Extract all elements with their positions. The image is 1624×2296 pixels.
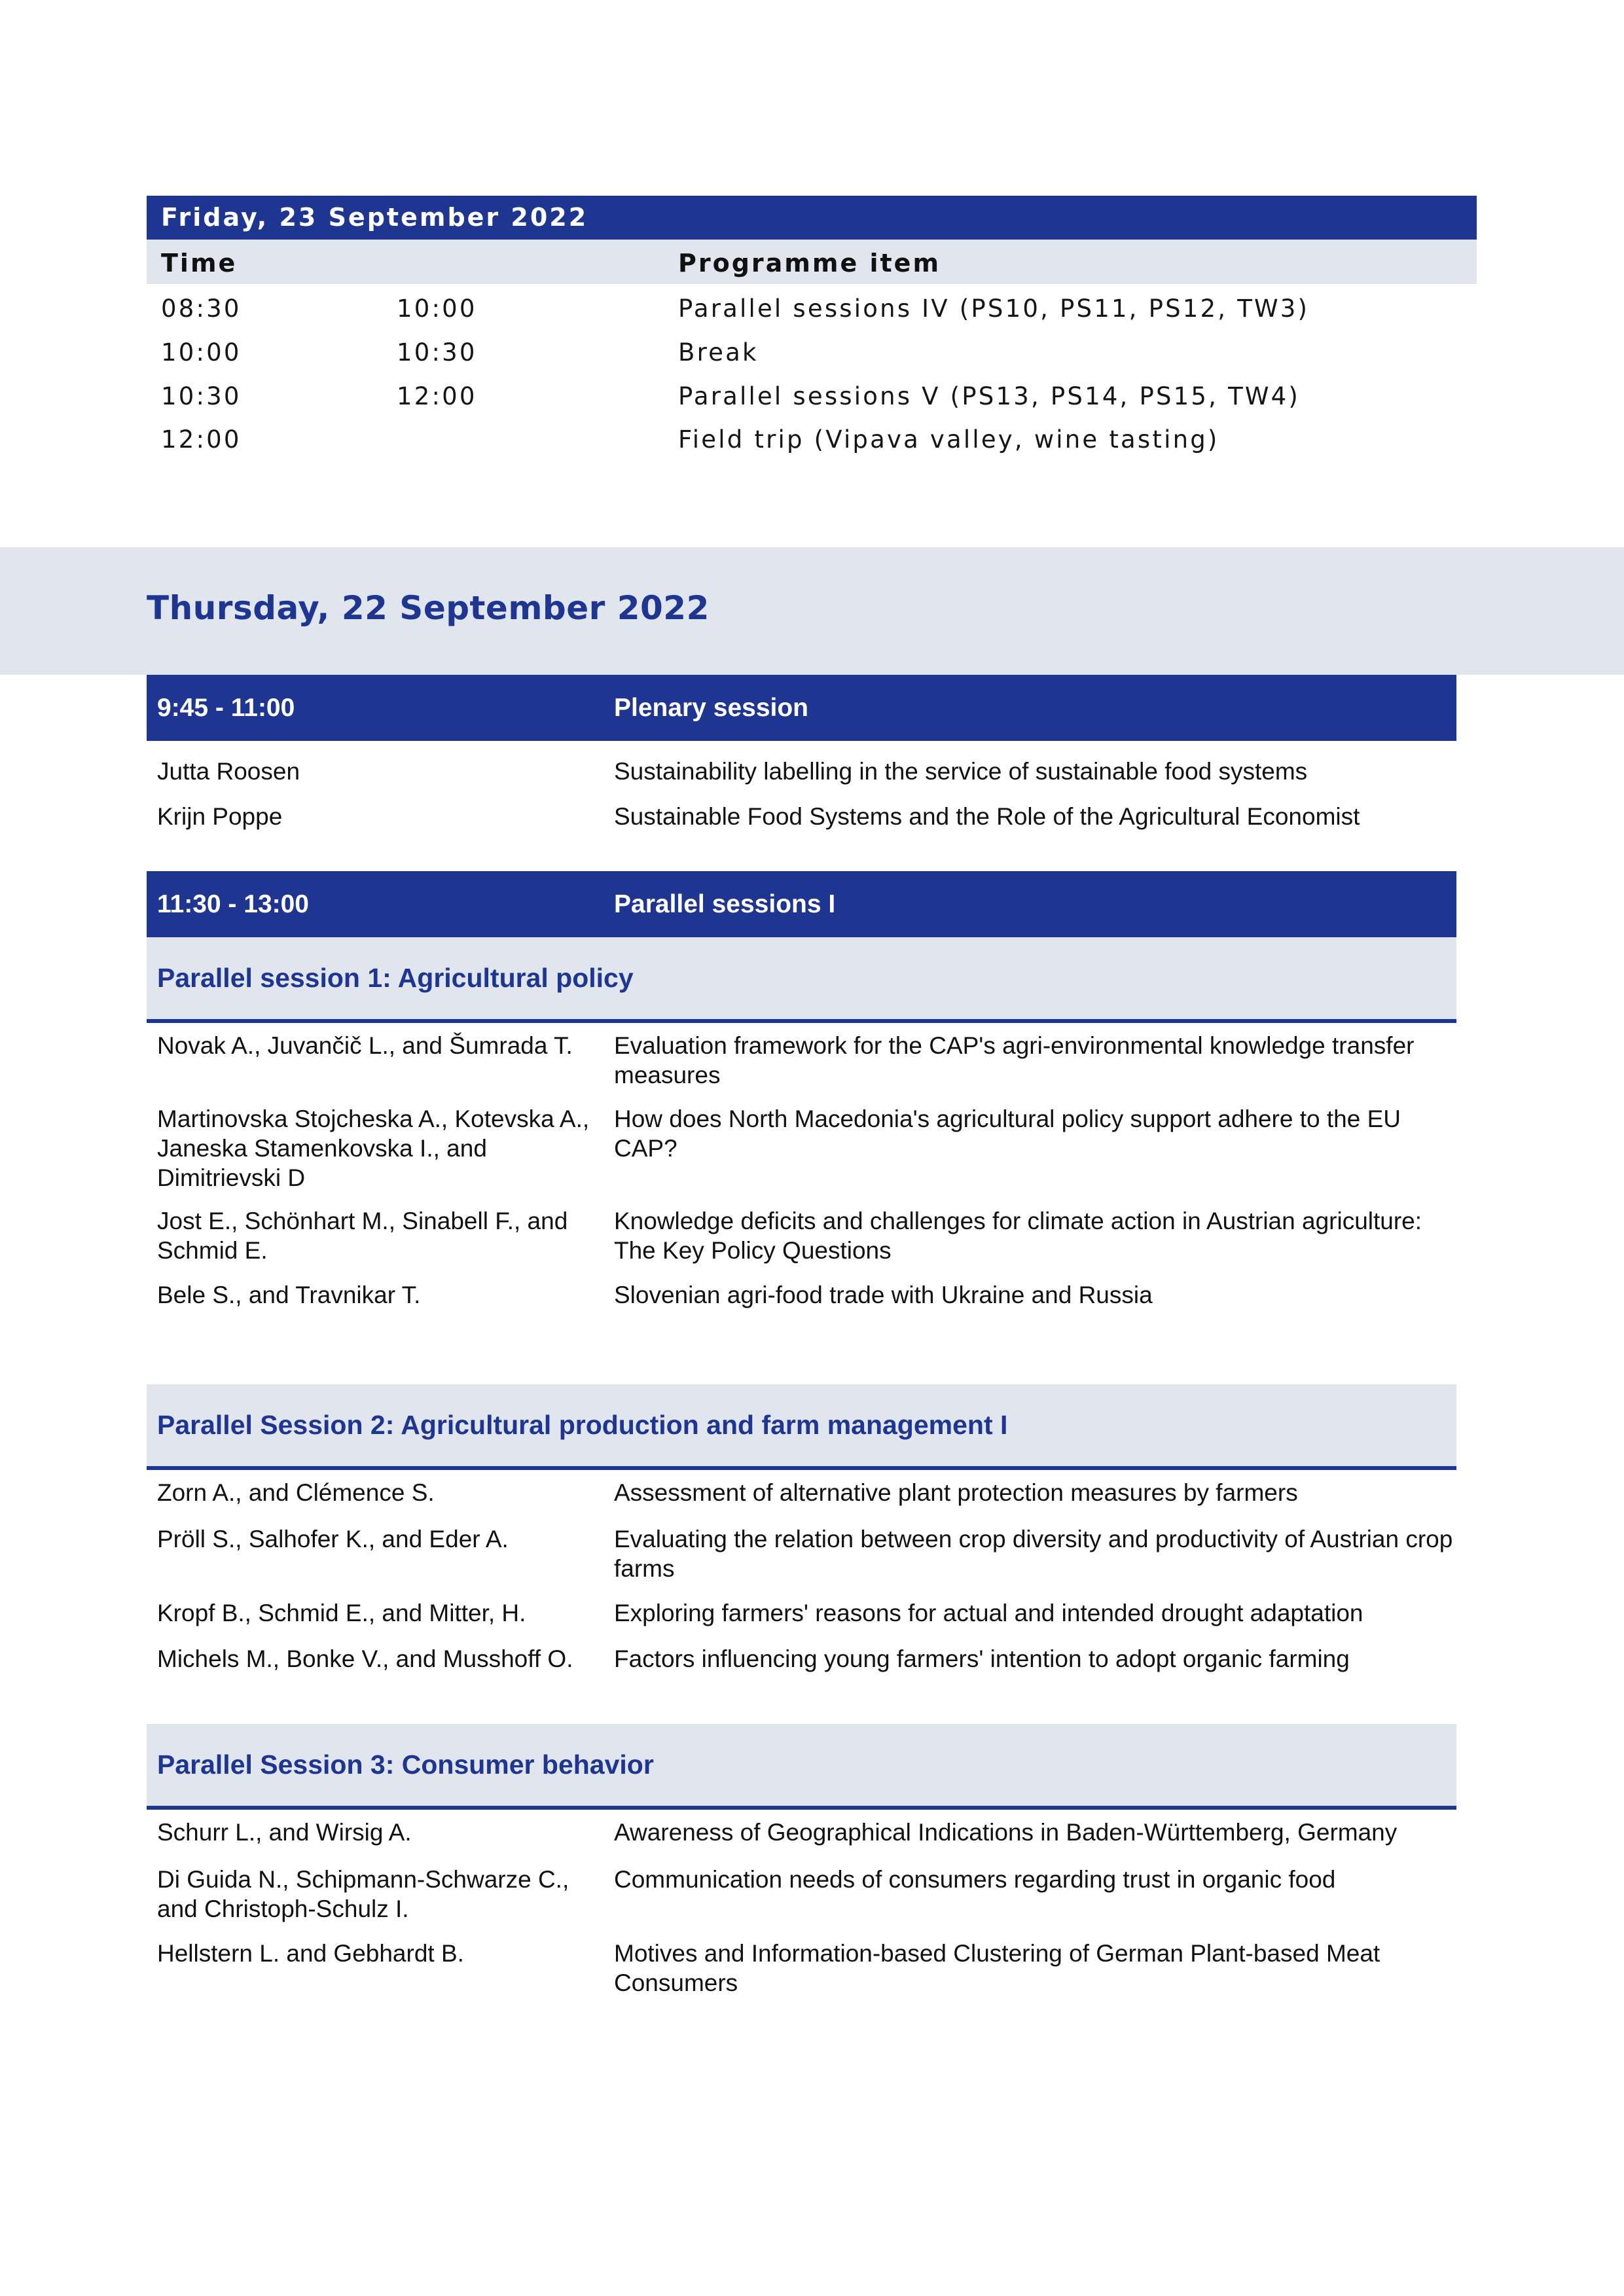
- talk-title: Awareness of Geographical Indications in Baden-Württemberg, Germany: [614, 1819, 1398, 1846]
- header-programme-item: Programme item: [678, 249, 941, 278]
- talk-title: How does North Macedonia's agricultural policy support adhere to the EU CAP?: [614, 1105, 1401, 1162]
- talk-authors: Hellstern L. and Gebhardt B.: [157, 1940, 464, 1967]
- talk-title: Sustainability labelling in the service of sustainable food systems: [614, 758, 1308, 785]
- friday-row: [147, 375, 1477, 418]
- parallel-time: 11:30 - 13:00: [157, 890, 310, 918]
- start-time: 10:00: [161, 338, 242, 367]
- talk-authors: Bele S., and Travnikar T.: [157, 1282, 421, 1308]
- talk-title: Slovenian agri-food trade with Ukraine and Russia: [614, 1282, 1153, 1308]
- programme-item: Parallel sessions V (PS13, PS14, PS15, TW4): [678, 382, 1301, 410]
- end-time: 10:00: [397, 295, 477, 323]
- session-header-ps3: [147, 1724, 1456, 1810]
- talk-authors: Michels M., Bonke V., and Musshoff O.: [157, 1645, 573, 1672]
- talk-authors: Zorn A., and Clémence S.: [157, 1479, 435, 1506]
- talk-authors: Schurr L., and Wirsig A.: [157, 1819, 412, 1846]
- end-time: 12:00: [397, 382, 477, 410]
- programme-item: Field trip (Vipava valley, wine tasting): [678, 425, 1219, 454]
- start-time: 12:00: [161, 425, 242, 454]
- talk-authors: Novak A., Juvančič L., and Šumrada T.: [157, 1032, 573, 1059]
- parallel-sessions-bar: [147, 871, 1456, 937]
- talk-authors: Jutta Roosen: [157, 758, 300, 785]
- friday-row: [147, 418, 1477, 461]
- talk-title: Sustainable Food Systems and the Role of the Agricultural Economist: [614, 803, 1360, 830]
- start-time: 10:30: [161, 382, 242, 410]
- talk-title: Assessment of alternative plant protection measures by farmers: [614, 1479, 1298, 1506]
- talk-title: Evaluation framework for the CAP's agri-environmental knowledge transfer measures: [614, 1032, 1415, 1088]
- end-time: 10:30: [397, 338, 477, 367]
- talk-authors: Krijn Poppe: [157, 803, 283, 830]
- friday-row: [147, 331, 1477, 374]
- session-header-ps1: [147, 937, 1456, 1023]
- session-title: Parallel Session 2: Agricultural production and farm management I: [157, 1410, 1008, 1440]
- talk-title: Exploring farmers' reasons for actual and intended drought adaptation: [614, 1600, 1363, 1626]
- talk-title: Factors influencing young farmers' intention to adopt organic farming: [614, 1645, 1350, 1672]
- start-time: 08:30: [161, 295, 242, 323]
- plenary-title: Plenary session: [614, 694, 808, 722]
- thursday-day-title: Thursday, 22 September 2022: [147, 589, 710, 627]
- parallel-title: Parallel sessions I: [614, 890, 836, 918]
- header-time: Time: [161, 249, 238, 278]
- talk-title: Knowledge deficits and challenges for climate action in Austrian agriculture: The Key Policy Questions: [614, 1208, 1422, 1264]
- programme-item: Break: [678, 338, 759, 367]
- talk-authors: Kropf B., Schmid E., and Mitter, H.: [157, 1600, 526, 1626]
- talk-title: Communication needs of consumers regarding trust in organic food: [614, 1866, 1336, 1893]
- talk-authors: Jost E., Schönhart M., Sinabell F., and Schmid E.: [157, 1208, 568, 1264]
- session-title: Parallel Session 3: Consumer behavior: [157, 1749, 654, 1780]
- talk-title: Evaluating the relation between crop diversity and productivity of Austrian crop farms: [614, 1526, 1453, 1582]
- talk-authors: Di Guida N., Schipmann-Schwarze C., and Christoph-Schulz I.: [157, 1866, 569, 1922]
- talk-authors: Martinovska Stojcheska A., Kotevska A., Janeska Stamenkovska I., and Dimitrievski D: [157, 1105, 590, 1191]
- friday-row: [147, 287, 1477, 331]
- session-title: Parallel session 1: Agricultural policy: [157, 963, 634, 993]
- programme-item: Parallel sessions IV (PS10, PS11, PS12, TW3): [678, 295, 1310, 323]
- talk-authors: Pröll S., Salhofer K., and Eder A.: [157, 1526, 509, 1552]
- friday-day-title: Friday, 23 September 2022: [147, 196, 1477, 240]
- session-header-ps2: [147, 1384, 1456, 1470]
- talk-title: Motives and Information-based Clustering of German Plant-based Meat Consumers: [614, 1940, 1380, 1996]
- plenary-time: 9:45 - 11:00: [157, 694, 295, 722]
- plenary-session-bar: [147, 675, 1456, 741]
- friday-table-header: [147, 240, 1477, 284]
